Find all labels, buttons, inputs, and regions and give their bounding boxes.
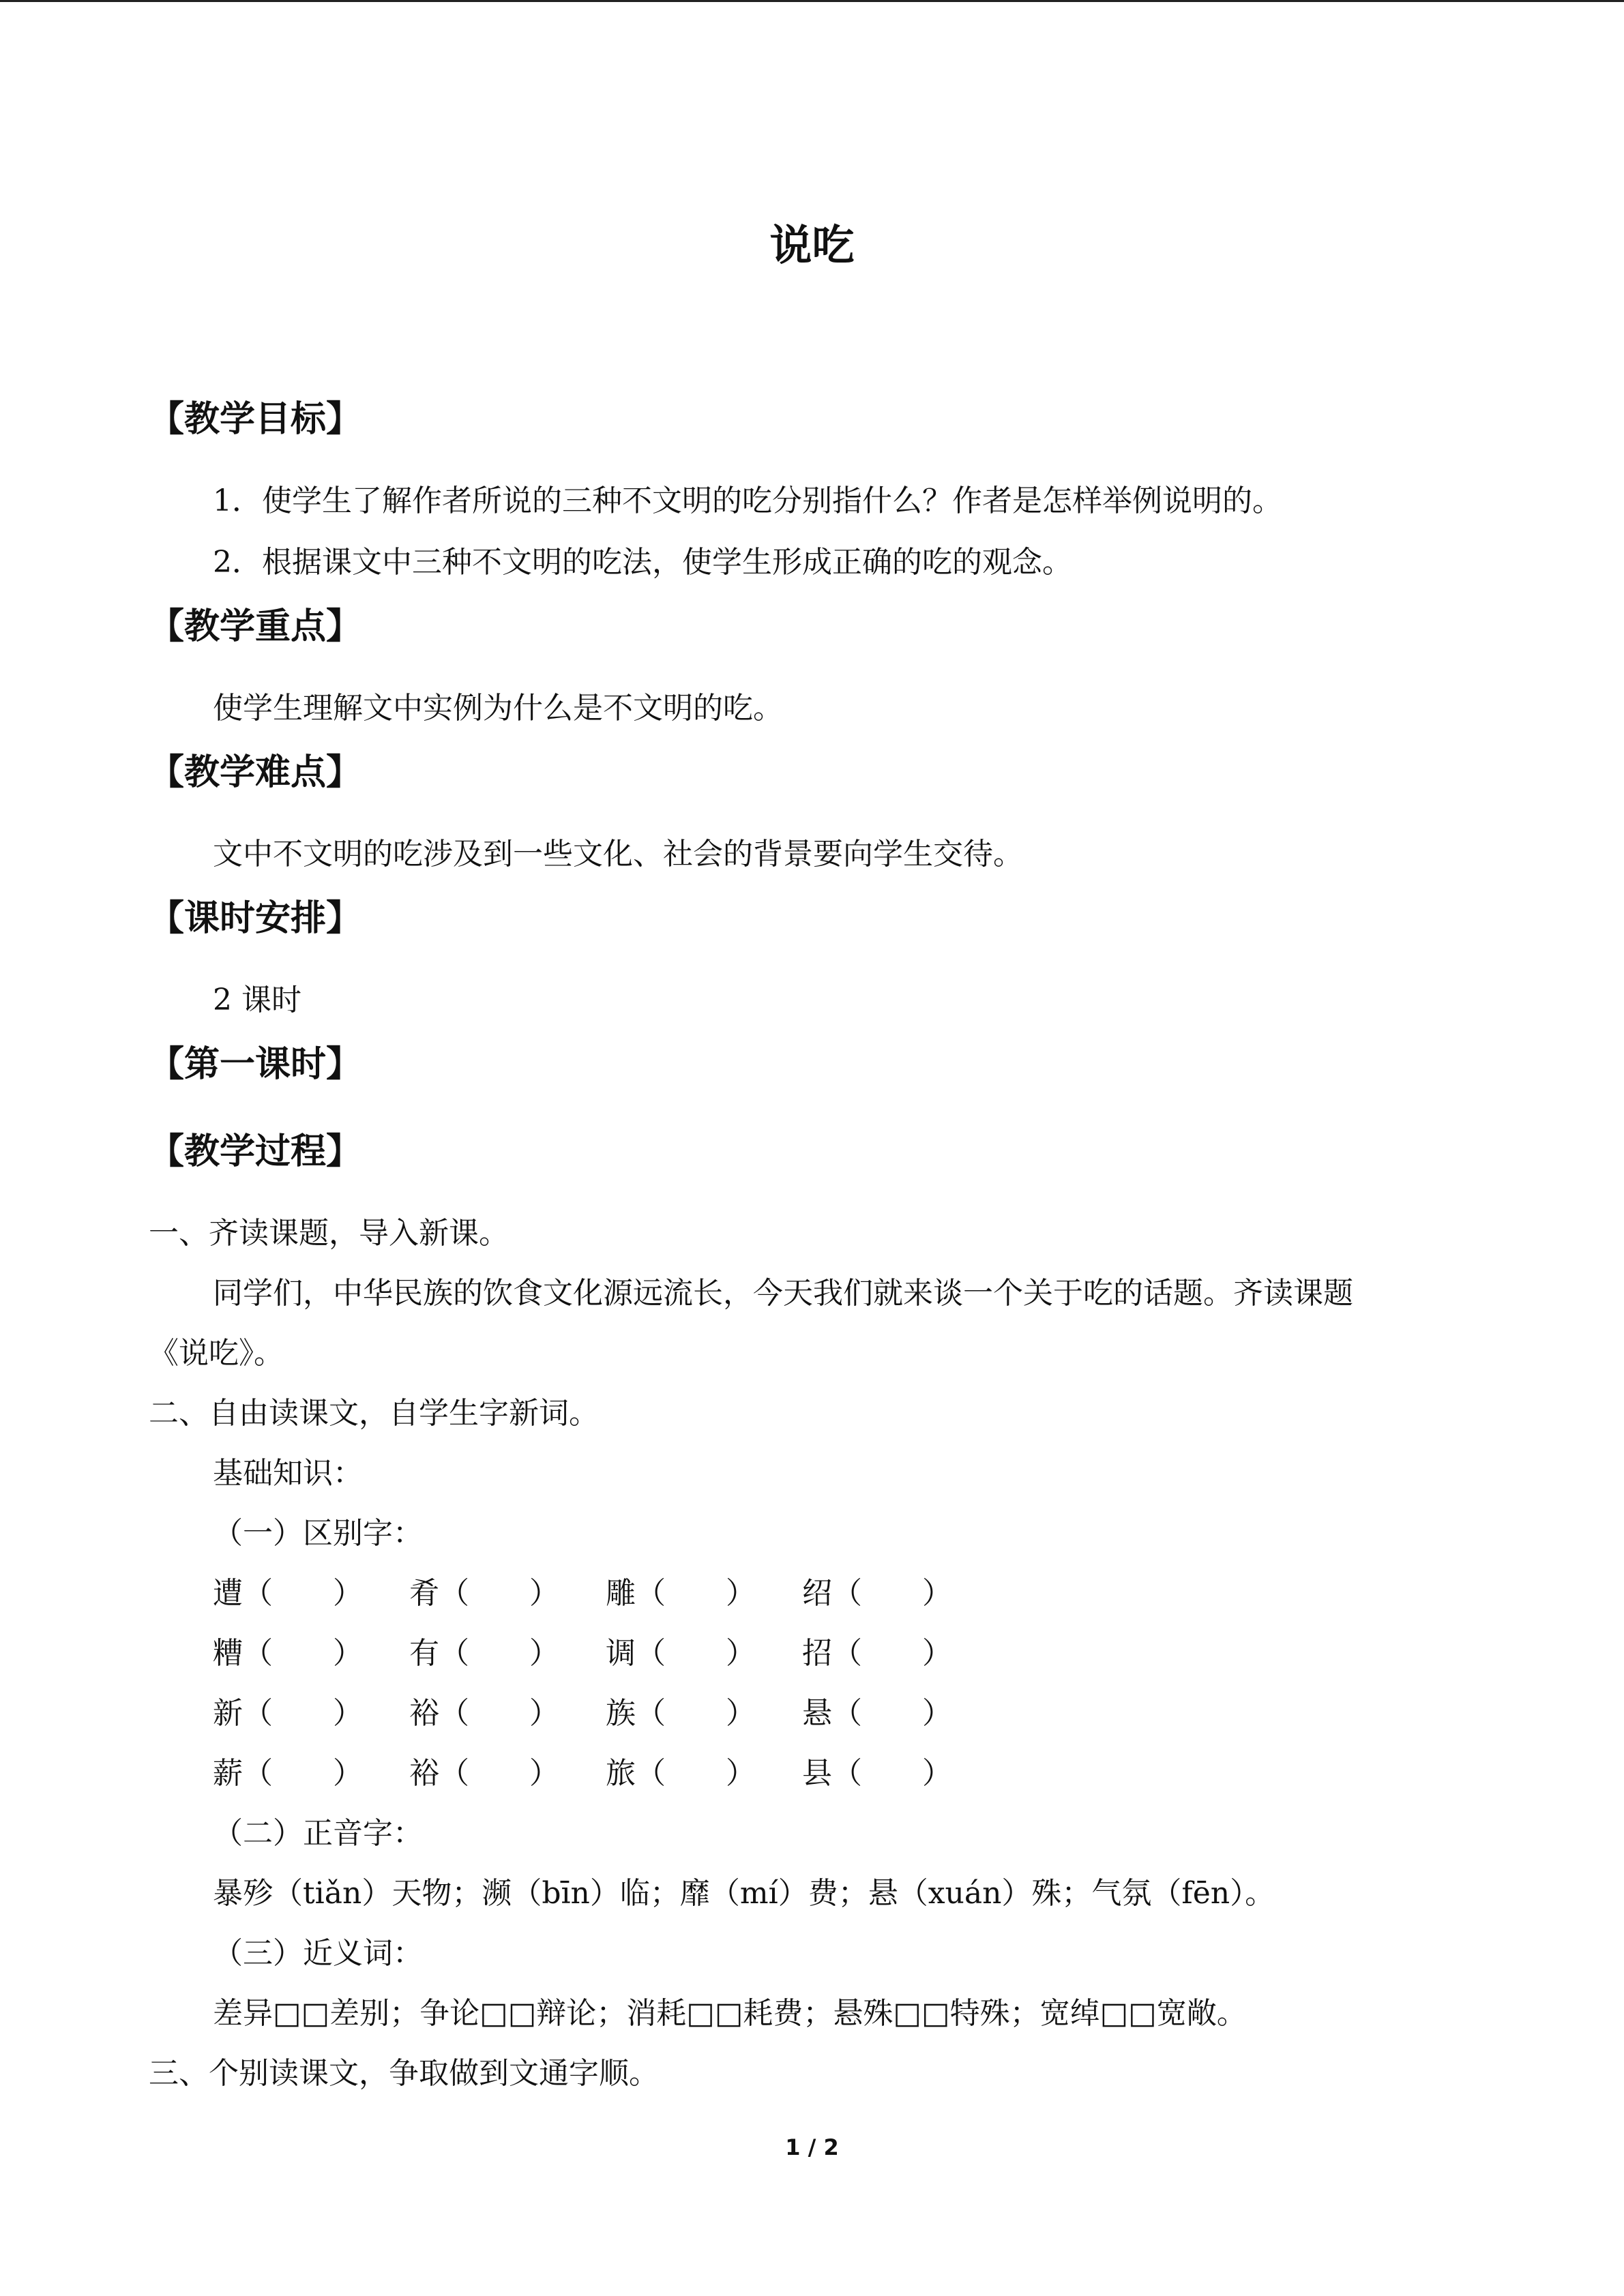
heading-process: 【教学过程】: [149, 1131, 362, 1172]
char-cell: 绍（ ）: [802, 1576, 952, 1611]
page-number: 1 / 2: [785, 2134, 839, 2160]
char-cell: 新（ ）: [213, 1696, 363, 1731]
char-cell: 雕（ ）: [606, 1576, 756, 1611]
char-cell: 调（ ）: [606, 1636, 756, 1671]
heading-difficulties: 【教学难点】: [149, 752, 362, 793]
key-points-text: 使学生理解文中实例为什么是不文明的吃。: [213, 691, 783, 726]
part-3-label: （三）近义词：: [213, 1936, 423, 1971]
top-border: [0, 0, 1624, 2]
heading-objectives: 【教学目标】: [149, 399, 362, 440]
part-2-label: （二）正音字：: [213, 1816, 423, 1851]
char-cell: 薪（ ）: [213, 1756, 363, 1791]
page-title: 说吃: [769, 220, 855, 270]
step-2-title: 二、自由读课文，自学生字新词。: [149, 1396, 599, 1431]
step-1-line-1: 同学们，中华民族的饮食文化源远流长，今天我们就来谈一个关于吃的话题。齐读课题: [213, 1276, 1353, 1311]
step-1-line-2: 《说吃》。: [149, 1336, 284, 1371]
schedule-text: 2 课时: [213, 983, 301, 1017]
basics-label: 基础知识：: [213, 1456, 363, 1491]
char-cell: 裕（ ）: [409, 1756, 559, 1791]
char-cell: 族（ ）: [606, 1696, 756, 1731]
char-cell: 旅（ ）: [606, 1756, 756, 1791]
char-cell: 裕（ ）: [409, 1696, 559, 1731]
heading-first-lesson: 【第一课时】: [149, 1044, 362, 1085]
heading-schedule: 【课时安排】: [149, 898, 362, 939]
objective-item-2: 2．根据课文中三种不文明的吃法，使学生形成正确的吃的观念。: [213, 545, 1072, 580]
char-cell: 悬（ ）: [802, 1696, 952, 1731]
char-cell: 遭（ ）: [213, 1576, 363, 1611]
pronunciation-text: 暴殄（tiǎn）天物；濒（bīn）临；靡（mí）费；悬（xuán）殊；气氛（fēn）。: [213, 1876, 1275, 1911]
difficulties-text: 文中不文明的吃涉及到一些文化、社会的背景要向学生交待。: [213, 837, 1023, 871]
char-cell: 有（ ）: [409, 1636, 559, 1671]
char-cell: 招（ ）: [802, 1636, 952, 1671]
part-1-label: （一）区别字：: [213, 1516, 423, 1551]
char-cell: 糟（ ）: [213, 1636, 363, 1671]
step-1-title: 一、齐读课题，导入新课。: [149, 1216, 509, 1251]
synonyms-text: 差异□□差别；争论□□辩论；消耗□□耗费；悬殊□□特殊；宽绰□□宽敞。: [213, 1996, 1247, 2031]
objective-item-1: 1．使学生了解作者所说的三种不文明的吃分别指什么？作者是怎样举例说明的。: [213, 483, 1282, 518]
char-cell: 县（ ）: [802, 1756, 952, 1791]
heading-key-points: 【教学重点】: [149, 606, 362, 647]
char-cell: 肴（ ）: [409, 1576, 559, 1611]
step-3-title: 三、个别读课文，争取做到文通字顺。: [149, 2056, 659, 2091]
